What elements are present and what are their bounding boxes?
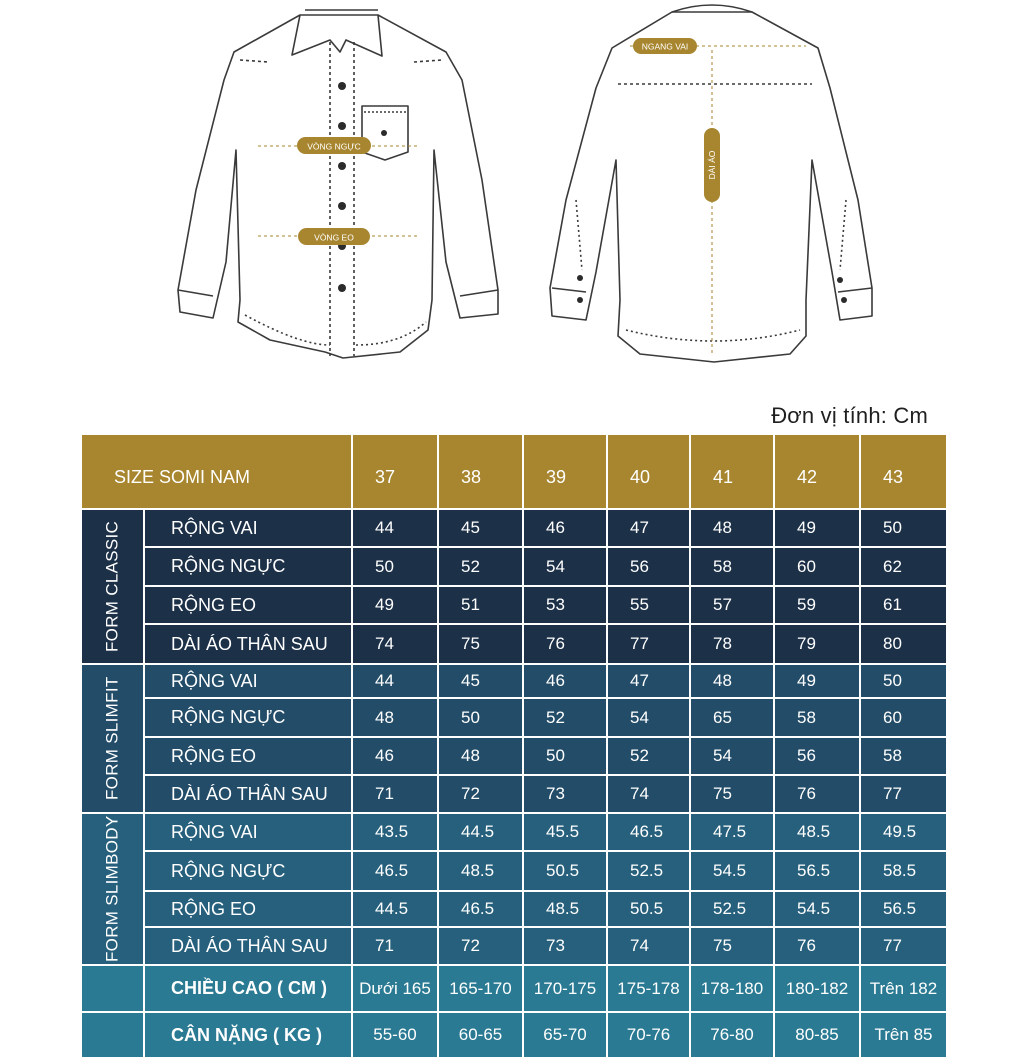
table-cell: 49 [353, 587, 437, 623]
table-cell: 60 [775, 548, 859, 585]
table-cell: 46.5 [439, 892, 522, 926]
table-cell: 76 [775, 928, 859, 964]
table-cell: 48 [439, 738, 522, 774]
table-cell: 50 [439, 699, 522, 736]
table-cell: 59 [775, 587, 859, 623]
table-cell: 72 [439, 776, 522, 812]
table-cell: 54.5 [691, 852, 773, 890]
table-cell: 56.5 [861, 892, 946, 926]
table-cell: 50.5 [524, 852, 606, 890]
table-cell: 58 [775, 699, 859, 736]
table-cell: 74 [608, 776, 689, 812]
table-cell: 74 [353, 625, 437, 663]
table-cell: 75 [439, 625, 522, 663]
table-cell: 45.5 [524, 814, 606, 850]
table-cell: 60-65 [439, 1013, 522, 1057]
table-cell: 175-178 [608, 966, 689, 1011]
table-cell: 54 [608, 699, 689, 736]
table-cell: 43.5 [353, 814, 437, 850]
header-size-38: 38 [439, 435, 522, 508]
table-cell: 54 [524, 548, 606, 585]
table-cell: 60 [861, 699, 946, 736]
table-cell: 54 [691, 738, 773, 774]
table-cell: 71 [353, 928, 437, 964]
table-cell: 65-70 [524, 1013, 606, 1057]
table-cell: 73 [524, 776, 606, 812]
header-size-37: 37 [353, 435, 437, 508]
unit-note: Đơn vị tính: Cm [771, 403, 928, 428]
table-cell: 52 [524, 699, 606, 736]
group-label-0: FORM CLASSIC [82, 510, 143, 663]
shirt-front [178, 10, 498, 358]
row-label: DÀI ÁO THÂN SAU [145, 928, 351, 964]
table-cell: 51 [439, 587, 522, 623]
row-label: RỘNG VAI [145, 814, 351, 850]
table-cell: 77 [861, 776, 946, 812]
table-cell: 77 [608, 625, 689, 663]
table-cell: 58.5 [861, 852, 946, 890]
label-dai-ao: DÀI ÁO [707, 150, 717, 180]
group-label-2: FORM SLIMBODY [82, 814, 143, 964]
table-cell: 50 [861, 665, 946, 697]
table-cell: 52 [608, 738, 689, 774]
table-cell: 55-60 [353, 1013, 437, 1057]
table-cell: 48.5 [775, 814, 859, 850]
table-cell: Trên 85 [861, 1013, 946, 1057]
table-cell: 46.5 [608, 814, 689, 850]
table-cell: 46 [353, 738, 437, 774]
row-label: DÀI ÁO THÂN SAU [145, 776, 351, 812]
table-cell: 52.5 [691, 892, 773, 926]
table-cell: 80-85 [775, 1013, 859, 1057]
table-cell: 56 [608, 548, 689, 585]
header-size-label: SIZE SOMI NAM [82, 435, 351, 508]
table-cell: 54.5 [775, 892, 859, 926]
table-cell: 44 [353, 510, 437, 546]
table-cell: 48 [691, 510, 773, 546]
size-table [82, 435, 938, 1045]
row-label: RỘNG NGỰC [145, 852, 351, 890]
table-cell: 49 [775, 665, 859, 697]
table-cell: 49 [775, 510, 859, 546]
table-cell: 50.5 [608, 892, 689, 926]
header-size-40: 40 [608, 435, 689, 508]
table-cell: 47 [608, 510, 689, 546]
row-label: DÀI ÁO THÂN SAU [145, 625, 351, 663]
bottom-spacer [82, 1013, 143, 1057]
table-cell: 48.5 [524, 892, 606, 926]
table-cell: 50 [524, 738, 606, 774]
label-vong-eo: VÒNG EO [314, 232, 354, 243]
row-label: RỘNG EO [145, 587, 351, 623]
header-size-41: 41 [691, 435, 773, 508]
table-cell: 65 [691, 699, 773, 736]
row-label: RỘNG NGỰC [145, 699, 351, 736]
table-cell: 50 [861, 510, 946, 546]
table-cell: 58 [691, 548, 773, 585]
table-cell: 58 [861, 738, 946, 774]
table-cell: 70-76 [608, 1013, 689, 1057]
table-cell: 46 [524, 665, 606, 697]
table-cell: 170-175 [524, 966, 606, 1011]
label-vong-nguc: VÒNG NGỰC [307, 141, 361, 152]
row-label: RỘNG VAI [145, 665, 351, 697]
row-label: RỘNG EO [145, 738, 351, 774]
table-cell: 55 [608, 587, 689, 623]
table-cell: 53 [524, 587, 606, 623]
table-cell: 44.5 [353, 892, 437, 926]
table-cell: 47.5 [691, 814, 773, 850]
table-cell: 50 [353, 548, 437, 585]
table-cell: Dưới 165 [353, 966, 437, 1011]
table-cell: 78 [691, 625, 773, 663]
table-cell: 45 [439, 665, 522, 697]
header-size-43: 43 [861, 435, 946, 508]
table-cell: 48 [691, 665, 773, 697]
table-cell: 56 [775, 738, 859, 774]
table-cell: 178-180 [691, 966, 773, 1011]
table-cell: 45 [439, 510, 522, 546]
table-cell: 52 [439, 548, 522, 585]
table-cell: 44.5 [439, 814, 522, 850]
row-label: RỘNG VAI [145, 510, 351, 546]
table-cell: 75 [691, 928, 773, 964]
bottom-row-label: CÂN NẶNG ( KG ) [145, 1013, 351, 1057]
table-cell: 46.5 [353, 852, 437, 890]
table-cell: 72 [439, 928, 522, 964]
table-cell: 180-182 [775, 966, 859, 1011]
table-cell: 56.5 [775, 852, 859, 890]
table-cell: 49.5 [861, 814, 946, 850]
table-cell: Trên 182 [861, 966, 946, 1011]
table-cell: 47 [608, 665, 689, 697]
group-label-1: FORM SLIMFIT [82, 665, 143, 812]
table-cell: 48 [353, 699, 437, 736]
shirt-diagram [0, 0, 1024, 400]
table-cell: 44 [353, 665, 437, 697]
header-size-39: 39 [524, 435, 606, 508]
row-label: RỘNG NGỰC [145, 548, 351, 585]
table-cell: 61 [861, 587, 946, 623]
table-cell: 77 [861, 928, 946, 964]
table-cell: 73 [524, 928, 606, 964]
bottom-row-label: CHIỀU CAO ( CM ) [145, 966, 351, 1011]
table-cell: 57 [691, 587, 773, 623]
table-cell: 79 [775, 625, 859, 663]
row-label: RỘNG EO [145, 892, 351, 926]
table-cell: 165-170 [439, 966, 522, 1011]
table-cell: 52.5 [608, 852, 689, 890]
table-cell: 80 [861, 625, 946, 663]
bottom-spacer [82, 966, 143, 1011]
table-cell: 75 [691, 776, 773, 812]
header-size-42: 42 [775, 435, 859, 508]
table-cell: 62 [861, 548, 946, 585]
table-cell: 74 [608, 928, 689, 964]
table-cell: 48.5 [439, 852, 522, 890]
table-cell: 46 [524, 510, 606, 546]
table-cell: 76-80 [691, 1013, 773, 1057]
table-cell: 76 [524, 625, 606, 663]
table-cell: 76 [775, 776, 859, 812]
label-ngang-vai: NGANG VAI [641, 41, 689, 52]
table-cell: 71 [353, 776, 437, 812]
